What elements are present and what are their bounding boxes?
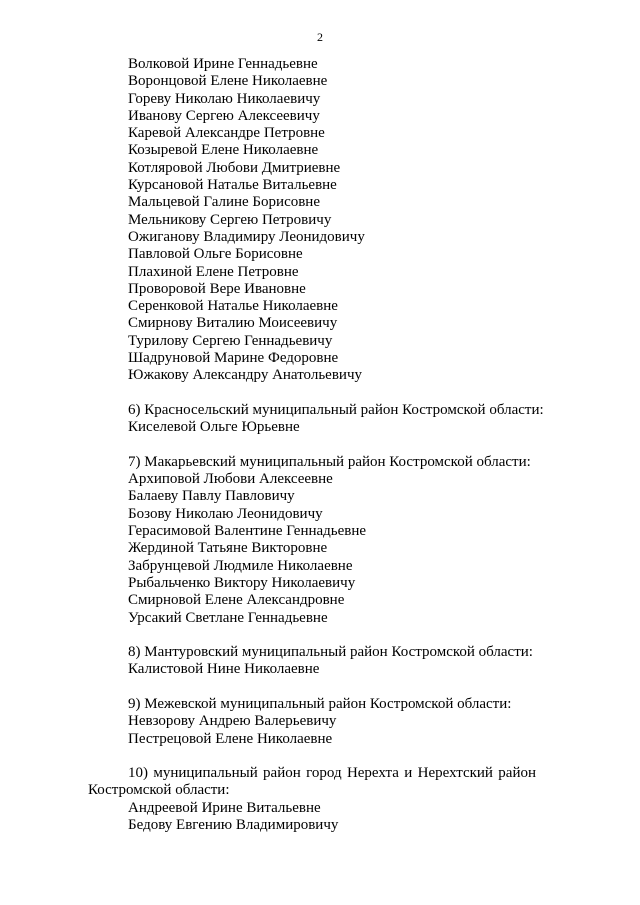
intro-name-list (88, 56, 536, 385)
list-item: Пестрецовой Елене Николаевне (128, 730, 333, 747)
list-item: Проворовой Вере Ивановне (128, 280, 306, 297)
list-item: Ожиганову Владимиру Леонидовичу (128, 228, 365, 245)
list-item: Андреевой Ирине Витальевне (128, 799, 321, 816)
section-heading: 9) Межевской муниципальный район Костромской области: (128, 695, 512, 712)
section-heading: 6) Красносельский муниципальный район Костромской области: (128, 401, 544, 418)
list-item: Шадруновой Марине Федоровне (128, 350, 339, 367)
list-item: Забрунцевой Людмиле Николаевне (128, 557, 353, 574)
list-item: Волковой Ирине Геннадьевне (128, 56, 318, 72)
list-item: Герасимовой Валентине Геннадьевне (128, 523, 367, 540)
list-item: Южакову Александру Анатольевичу (128, 367, 362, 384)
list-item: Балаеву Павлу Павловичу (128, 488, 295, 505)
list-item: Мельникову Сергею Петровичу (128, 211, 332, 228)
list-item: Курсановой Наталье Витальевне (128, 177, 337, 194)
list-item: Смирновой Елене Александровне (128, 592, 345, 609)
list-item: Серенковой Наталье Николаевне (128, 298, 338, 315)
list-item: Архиповой Любови Алексеевне (128, 471, 333, 488)
section-krasnoselsky (88, 401, 544, 437)
section-heading-line2: Костромской области: (88, 782, 230, 799)
list-item: Гореву Николаю Николаевичу (128, 90, 321, 107)
page-number: 2 (317, 30, 323, 44)
list-item: Рыбальченко Виктору Николаевичу (128, 574, 356, 591)
list-item: Воронцовой Елене Николаевне (128, 73, 328, 90)
list-item: Невзорову Андрею Валерьевичу (128, 713, 337, 730)
list-item: Турилову Сергею Геннадьевичу (128, 332, 333, 349)
document-body (88, 56, 544, 834)
section-manturovsky (88, 644, 536, 679)
list-item: Павловой Ольге Борисовне (128, 246, 303, 263)
list-item: Козыревой Елене Николаевне (128, 142, 319, 159)
section-nerekhta (88, 765, 536, 834)
list-item: Мальцевой Галине Борисовне (128, 194, 320, 211)
list-item: Иванову Сергею Алексеевичу (128, 107, 320, 124)
list-item: Каревой Александре Петровне (128, 125, 325, 142)
list-item: Калистовой Нине Николаевне (128, 661, 320, 678)
section-heading-line1: 10) муниципальный район город Нерехта и Нерехтский район (128, 765, 536, 782)
section-heading: 8) Мантуровский муниципальный район Костромской области: (128, 644, 533, 661)
section-heading: 7) Макарьевский муниципальный район Костромской области: (128, 453, 531, 470)
list-item: Урсакий Светлане Геннадьевне (128, 609, 328, 626)
list-item: Плахиной Елене Петровне (128, 263, 299, 280)
section-heading (88, 765, 536, 800)
list-item: Киселевой Ольге Юрьевне (128, 419, 300, 436)
list-item: Бедову Евгению Владимировичу (128, 817, 339, 834)
list-item: Смирнову Виталию Моисеевичу (128, 315, 338, 332)
list-item: Котляровой Любови Дмитриевне (128, 159, 341, 176)
section-makaryevsky (88, 454, 536, 627)
section-mezhevskoy (88, 696, 536, 748)
list-item: Жердиной Татьяне Викторовне (128, 540, 328, 557)
list-item: Бозову Николаю Леонидовичу (128, 505, 323, 522)
